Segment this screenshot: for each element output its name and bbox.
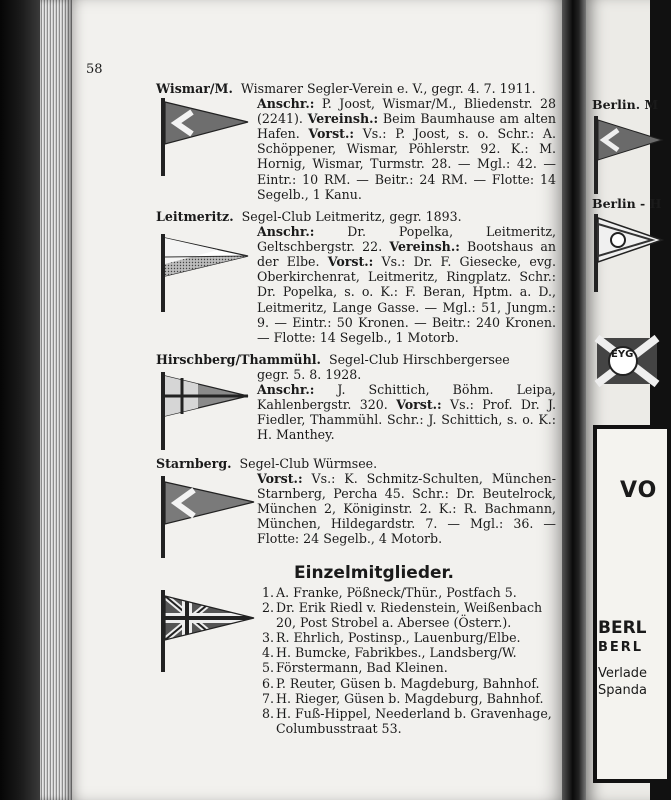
page-number: 58	[86, 62, 103, 77]
entry-body: Anschr.: J. Schittich, Böhm. Leipa, Kahlenbergstr. 320. Vorst.: Vs.: Prof. Dr. J. Fiedler, Thammühl. Schr.: J. Schittich, s. o. K.: H. Manthey.	[257, 382, 556, 443]
right-heading-1: Berlin. M	[592, 97, 659, 112]
entry-club: Segel-Club Hirschbergersee	[328, 352, 510, 367]
list-item: 6. P. Reuter, Güsen b. Magdeburg, Bahnhof.	[262, 675, 540, 691]
list-item: 4. H. Bumcke, Fabrikbes., Landsberg/W.	[262, 645, 517, 661]
list-item: 5. Förstermann, Bad Kleinen.	[262, 660, 448, 676]
member-list	[262, 585, 562, 736]
hirschberg-pennant-icon	[158, 372, 250, 452]
berlin-pennant-icon	[592, 116, 652, 196]
berlin-h-pennant-icon	[592, 214, 652, 294]
entry-founded: gegr. 5. 8. 1928.	[257, 367, 362, 383]
list-item: 3. R. Ehrlich, Postinsp., Lauenburg/Elbe.	[262, 630, 521, 646]
list-item: 1. A. Franke, Pößneck/Thür., Postfach 5.	[262, 585, 517, 600]
starnberg-pennant-icon	[158, 476, 256, 558]
wismar-pennant-icon	[158, 98, 250, 178]
ad-company: BERL	[598, 618, 647, 638]
eyg-emblem-icon	[597, 338, 657, 388]
leitmeritz-pennant-icon	[158, 234, 250, 314]
right-heading-2: Berlin - H	[592, 196, 662, 211]
emblem-text: EYG	[611, 349, 634, 360]
entry-place: Leitmeritz.	[156, 209, 234, 224]
entry-place: Hirschberg/Thammühl.	[156, 352, 321, 367]
section-title: Einzelmitglieder.	[294, 563, 454, 583]
entry-club: Segel-Club Würmsee.	[239, 456, 378, 471]
ad-city: BERL	[598, 640, 644, 655]
page-edges	[40, 0, 72, 800]
ad-line-1: Verlade	[598, 666, 648, 681]
entry-club: Segel-Club Leitmeritz, gegr. 1893.	[241, 209, 462, 224]
entry-club: Wismarer Segler-Verein e. V., gegr. 4. 7. 1911.	[240, 81, 536, 96]
ad-line-2: Spanda	[598, 683, 647, 698]
entry-place: Starnberg.	[156, 456, 232, 471]
book-spine	[0, 0, 40, 800]
book-gutter	[562, 0, 586, 800]
entry-body: Anschr.: Dr. Popelka, Leitmeritz, Geltschbergstr. 22. Vereinsh.: Bootshaus an der Elbe. Vorst.: Vs.: Dr. F. Giesecke, evg. Oberkirchenrat, Leitmeritz, Ringplatz. Schr.: Dr. Popelka, s. o. K.: F. Beran, Hptm. a. D., Leitmeritz, Lange Gasse. — Mgl.: 51, Jungm.: 9. — Eintr.: 50 Kronen. — Beitr.: 240 Kronen. — Flotte: 14 Segelb., 1 Motorb.	[257, 224, 556, 345]
list-item: 2. Dr. Erik Riedl v. Riedenstein, Weißenbach 20, Post Strobel a. Abersee (Österr.).	[262, 600, 543, 631]
list-item: 7. H. Rieger, Güsen b. Magdeburg, Bahnhof.	[262, 690, 544, 706]
ad-headline: VO	[620, 478, 658, 503]
entry-place: Wismar/M.	[156, 81, 233, 96]
entry-body: Vorst.: Vs.: K. Schmitz-Schulten, München-Starnberg, Percha 45. Schr.: Dr. Beutelrock, München 2, Königinstr. 2. K.: R. Bachmann, München, Hildegardstr. 7. — Mgl.: 36. — Flotte: 24 Segelb., 4 Motorb.	[257, 471, 556, 547]
union-jack-pennant-icon	[158, 590, 256, 672]
entry-body: Anschr.: P. Joost, Wismar/M., Bliedenstr. 28 (2241). Vereinsh.: Beim Baumhause am alten Hafen. Vorst.: Vs.: P. Joost, s. o. Schr.: A. Schöppener, Wismar, Pöhlerstr. 92. K.: M. Hornig, Wismar, Turmstr. 28. — Mgl.: 42. — Eintr.: 10 RM. — Beitr.: 24 RM. — Flotte: 14 Segelb., 1 Kanu.	[257, 96, 556, 202]
list-item: 8. H. Fuß-Hippel, Neederland b. Gravenhage, Columbusstraat 53.	[262, 705, 552, 736]
